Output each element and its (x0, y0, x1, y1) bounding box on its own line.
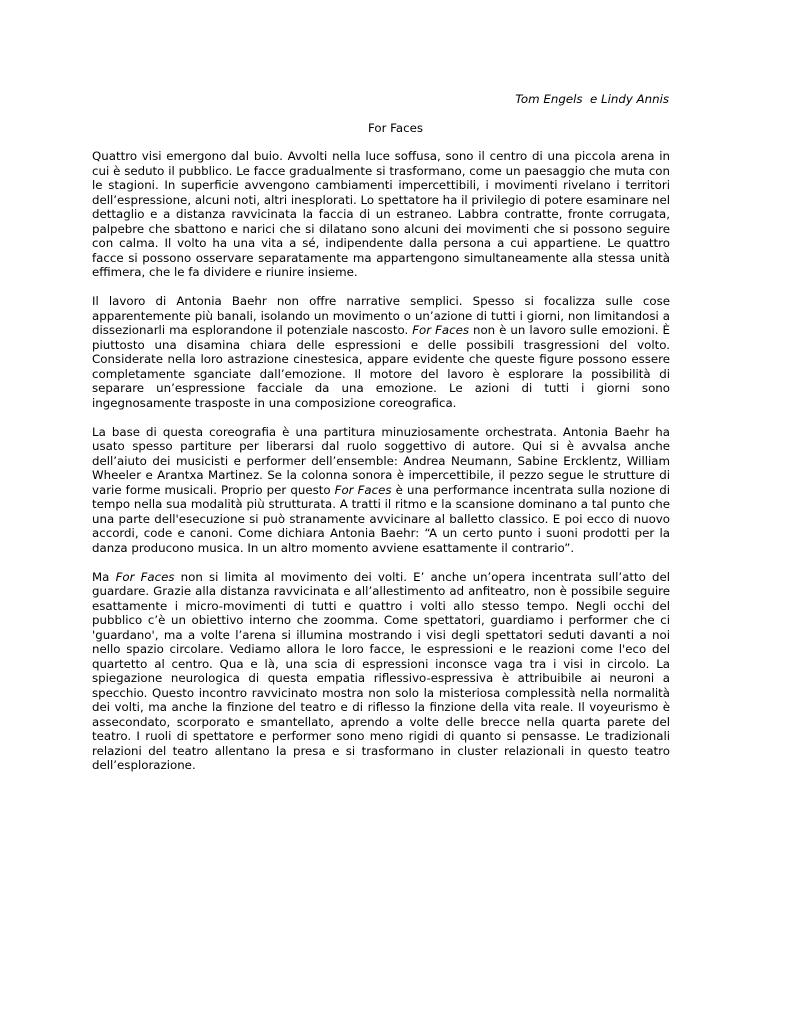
work-title-italic: For Faces (334, 482, 392, 497)
text-run: non si limita al movimento dei volti. E’ anche un’opera incentrata sull’atto del guardare. Grazie alla distanza ravvicinata e all’allestimento ad anfiteatro, non è possibile seguire esattamente i micro-movimenti di tutti e quattro i volti allo stesso tempo. Negli occhi del pubblico c’è un obiettivo interno che zoomma. Come spettatori, guardiamo i performer che ci 'guardano', ma a volte l’arena si illumina mostrando i visi degli spettatori seduti davanti a noi nello spazio circolare. Vediamo allora le loro facce, le espressioni e le reazioni come l'eco del quartetto al centro. Qua e là, una scia di espressioni inconsce vaga tra i visi in circolo. La spiegazione neurologica di questa empatia riflessivo-espressiva è attribuibile ai neuroni a specchio. Questo incontro ravvicinato mostra non solo la misteriosa complessità nella normalità dei volti, ma anche la finzione del teatro e di riflesso la finzione della vita reale. Il voyeurismo è assecondato, scorporato e smantellato, aprendo a volte delle brecce nella quarta parete del teatro. I ruoli di spettatore e performer sono meno rigidi di quanto si pensasse. Le tradizionali relazioni del teatro allentano la presa e si trasformano in cluster relazionali in questo teatro dell’esplorazione. (92, 569, 670, 772)
paragraph (92, 149, 670, 280)
text-run: Quattro visi emergono dal buio. Avvolti nella luce soffusa, sono il centro di una piccola arena in cui è seduto il pubblico. Le facce gradualmente si trasformano, come un paesaggio che muta con le stagioni. In superficie avvengono cambiamenti impercettibili, i movimenti rivelano i territori dell’espressione, alcuni noti, altri inesplorati. Lo spettatore ha il privilegio di potere esaminare nel dettaglio e a distanza ravvicinata la faccia di un estraneo. Labbra contratte, fronte corrugata, palpebre che sbattono e narici che si dilatano sono alcuni dei movimenti che si possono seguire con calma. Il volto ha una vita a sé, indipendente dalla persona a cui appartiene. Le quattro facce si possono osservare separatamente ma appartengono simultaneamente alla stessa unità effimera, che le fa dividere e riunire insieme. (92, 149, 670, 279)
work-title-italic: For Faces (412, 323, 469, 337)
text-run: non è un lavoro sulle emozioni. È piuttosto una disamina chiara delle espressioni e delle possibili trasgressioni del volto. Considerate nella loro astrazione cinestesica, appare evidente che queste figure possono essere completamente sganciate dall’emozione. Il motore del lavoro è esplorare la possibilità di separare un’espressione facciale da una emozione. Le azioni di tutti i giorni sono ingegnosamente trasposte in una composizione coreografica. (92, 323, 670, 410)
paragraph (92, 294, 670, 410)
author-line: Tom Engels e Lindy Annis (515, 92, 669, 106)
text-run: La base di questa coreografia è una partitura minuziosamente orchestrata. Antonia Baehr ha usato spesso partiture per liberarsi dal ruolo soggettivo di autore. Qui si è avvalsa anche dell’aiuto dei musicisti e performer dell’ensemble: Andrea Neumann, Sabine Ercklentz, William Wheeler e Arantxa Martinez. Se la colonna sonora è impercettibile, il pezzo segue le strutture di varie forme musicali. Proprio per questo (92, 424, 670, 497)
text-run: Ma (92, 569, 116, 584)
document-title: For Faces (367, 121, 423, 135)
work-title-italic: For Faces (115, 569, 175, 584)
text-run: è una performance incentrata sulla nozione di tempo nella sua modalità più strutturata. A tratti il ritmo e la scansione dominano a tal punto che una parte dell'esecuzione si può stranamente avvicinare al balletto classico. E poi ecco di nuovo accordi, code e canoni. Come dichiara Antonia Baehr: “A un certo punto i suoni prodotti per la danza producono musica. In un altro momento avviene esattamente il contrario”. (92, 482, 670, 555)
body-text (92, 149, 670, 773)
paragraph (92, 570, 670, 773)
text-run: Il lavoro di Antonia Baehr non offre narrative semplici. Spesso si focalizza sulle cose apparentemente più banali, isolando un movimento o un’azione di tutti i giorni, non limitandosi a dissezionarli ma esplorandone il potenziale nascosto. (92, 294, 670, 337)
paragraph (92, 425, 670, 556)
